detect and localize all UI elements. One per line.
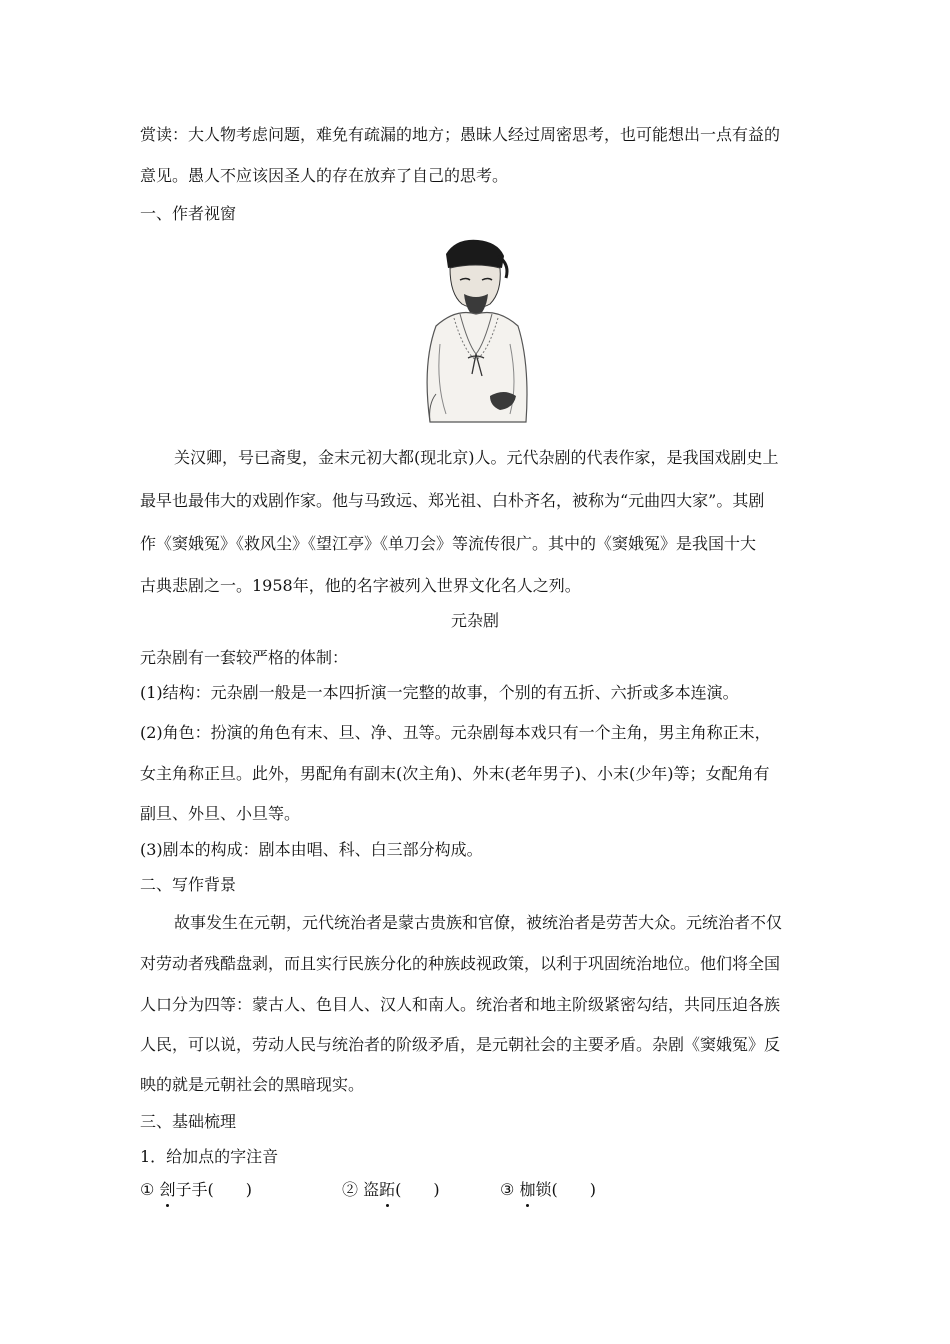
author-line-1: 关汉卿，号已斋叟，金末元初大都(现北京)人。元代杂剧的代表作家，是我国戏剧史上 — [174, 448, 779, 467]
author-line-2: 最早也最伟大的戏剧作家。他与马致远、郑光祖、白朴齐名，被称为“元曲四大家”。其剧 — [140, 491, 765, 510]
exercise-question-1: 1．给加点的字注音 — [140, 1147, 279, 1166]
dotted-char: 刽 — [159, 1180, 176, 1199]
zaju-roles-line-1: (2)角色：扮演的角色有末、旦、净、丑等。元杂剧每本戏只有一个主角，男主角称正末， — [140, 723, 771, 742]
author-line-4: 古典悲剧之一。1958年，他的名字被列入世界文化名人之列。 — [140, 576, 581, 595]
zaju-script-composition: (3)剧本的构成：剧本由唱、科、白三部分构成。 — [140, 840, 483, 859]
item-rest: 锁( ) — [535, 1180, 596, 1199]
zaju-intro: 元杂剧有一套较严格的体制： — [140, 648, 349, 667]
author-line-3: 作《窦娥冤》《救风尘》《望江亭》《单刀会》等流传很广。其中的《窦娥冤》是我国十大 — [140, 534, 757, 553]
item-number: ② — [342, 1180, 359, 1199]
zaju-title: 元杂剧 — [450, 611, 499, 630]
item-prefix: 盗 — [363, 1180, 380, 1199]
section-title-author: 一、作者视窗 — [140, 204, 237, 223]
appreciation-line-2: 意见。愚人不应该因圣人的存在放弃了自己的思考。 — [140, 166, 509, 185]
exercise-item-3 — [500, 1179, 596, 1201]
guan-hanqing-portrait — [406, 234, 546, 426]
dotted-char: 枷 — [519, 1180, 536, 1199]
background-line-5: 映的就是元朝社会的黑暗现实。 — [140, 1075, 365, 1094]
background-line-4: 人民，可以说，劳动人民与统治者的阶级矛盾，是元朝社会的主要矛盾。杂剧《窦娥冤》反 — [140, 1035, 781, 1054]
zaju-structure: (1)结构：元杂剧一般是一本四折演一完整的故事，个别的有五折、六折或多本连演。 — [140, 683, 739, 702]
zaju-roles-line-2: 女主角称正旦。此外，男配角有副末(次主角)、外末(老年男子)、小末(少年)等；女配角有 — [140, 764, 770, 783]
background-line-1: 故事发生在元朝，元代统治者是蒙古贵族和官僚，被统治者是劳苦大众。元统治者不仅 — [174, 913, 783, 932]
section-title-basics: 三、基础梳理 — [140, 1112, 237, 1131]
appreciation-line-1: 赏读：大人物考虑问题，难免有疏漏的地方；愚昧人经过周密思考，也可能想出一点有益的 — [140, 125, 781, 144]
section-title-background: 二、写作背景 — [140, 875, 237, 894]
zaju-roles-line-3: 副旦、外旦、小旦等。 — [140, 804, 301, 823]
item-number: ① — [140, 1180, 155, 1199]
item-number: ③ — [500, 1180, 515, 1199]
background-line-2: 对劳动者残酷盘剥，而且实行民族分化的种族歧视政策，以利于巩固统治地位。他们将全国 — [140, 954, 781, 973]
dotted-char: 跖 — [379, 1180, 396, 1199]
item-rest: 子手( ) — [175, 1180, 252, 1199]
exercise-item-2 — [342, 1179, 440, 1201]
background-line-3: 人口分为四等：蒙古人、色目人、汉人和南人。统治者和地主阶级紧密勾结，共同压迫各族 — [140, 995, 781, 1014]
item-rest: ( ) — [395, 1180, 440, 1199]
exercise-item-1 — [140, 1179, 252, 1201]
